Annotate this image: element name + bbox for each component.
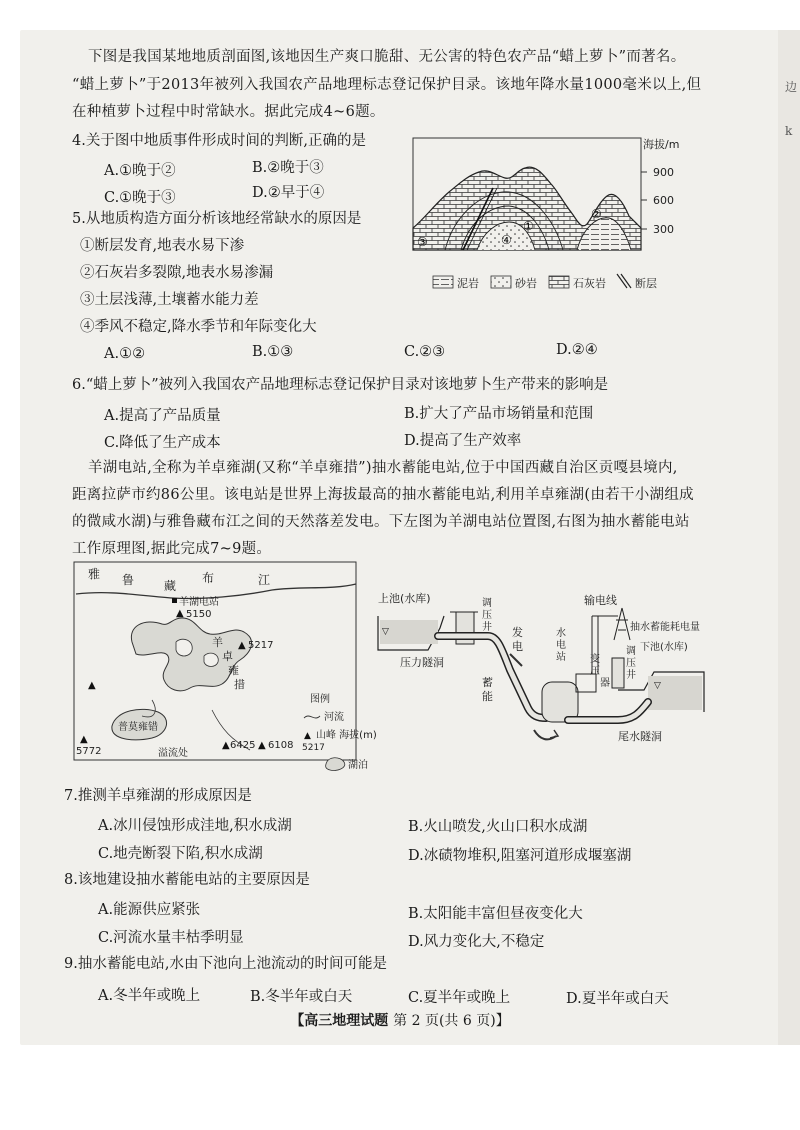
peak-label: 5150 [186,609,212,620]
store-label: 能 [482,690,493,703]
transformer-label: 变 [590,654,600,665]
south-lake-label: 普莫雍错 [118,722,158,733]
profile-tick: 300 [653,223,674,236]
q7-option-b[interactable]: B.火山喷发,火山口积水成湖 [408,819,588,835]
down-surge-label: 调 [626,646,636,657]
q5-option-c[interactable]: C.②③ [404,344,446,360]
lower-pool-label: 下池(水库) [640,642,688,653]
geologic-profile-figure [405,132,725,296]
transformer-label: 器 [600,678,610,689]
q8-option-b[interactable]: B.太阳能丰富但昼夜变化大 [408,906,583,922]
peak-label: 5217 [248,640,274,651]
q9-option-a[interactable]: A.冬半年或晚上 [98,988,201,1004]
legend-fault: 断层 [635,277,657,290]
transformer-label: 压 [590,666,600,677]
q5-item: ③土层浅薄,土壤蓄水能力差 [80,292,259,308]
surge-label: 压 [482,610,492,621]
q6-option-a[interactable]: A.提高了产品质量 [104,408,221,424]
profile-axis-title: 海拔/m [643,138,680,151]
svg-text:▽: ▽ [382,627,389,637]
consume-label: 抽水蓄能耗电量 [630,622,700,633]
station-label: 羊湖电站 [179,597,219,608]
q5-item: ①断层发育,地表水易下渗 [80,238,245,254]
svg-text:▲: ▲ [176,608,184,619]
q5-item: ④季风不稳定,降水季节和年际变化大 [80,319,317,335]
q4-option-c[interactable]: C.①晚于③ [104,190,176,206]
map-legend-lake-label: 湖泊 [348,760,368,771]
edge-mark: 边 [785,80,798,94]
q9-option-b[interactable]: B.冬半年或白天 [250,989,353,1005]
q7-stem: 7.推测羊卓雍湖的形成原因是 [64,788,252,804]
station-marker [172,598,177,603]
svg-text:▲: ▲ [304,731,311,741]
peak-label: 6425 [230,740,256,751]
legend-mudstone: 泥岩 [457,277,479,290]
q9-stem: 9.抽水蓄能电站,水由下池向上池流动的时间可能是 [64,956,387,972]
down-surge-label: 井 [626,670,636,681]
map-legend-peak-value: 5217 [302,743,325,753]
q5-option-a[interactable]: A.①② [104,346,146,362]
edge-mark: k [785,124,793,138]
q5-item: ②石灰岩多裂隙,地表水易渗漏 [80,265,274,281]
q9-option-c[interactable]: C.夏半年或晚上 [408,990,511,1006]
lake-label: 羊 [212,636,223,649]
river-label: 藏 [164,579,177,593]
river-label: 江 [258,573,271,587]
map-legend-title: 图例 [310,694,330,705]
q8-option-d[interactable]: D.风力变化大,不稳定 [408,934,545,950]
intro2-line: 距离拉萨市约86公里。该电站是世界上海拔最高的抽水蓄能电站,利用羊卓雍湖(由若干小湖组成 [72,487,694,503]
station-label-char: 电 [556,640,566,651]
down-surge-label: 压 [626,658,636,669]
surge-label: 调 [482,598,492,609]
river-label: 鲁 [122,573,135,587]
profile-marker-4: ④ [501,233,512,247]
q8-option-c[interactable]: C.河流水量丰枯季明显 [98,930,244,946]
generate-label: 电 [512,640,523,653]
legend-limestone-swatch [549,276,569,288]
profile-marker-3: ③ [417,235,428,249]
lake-label: 卓 [222,650,233,663]
map-legend-river: 河流 [324,712,344,723]
intro1-line: 下图是我国某地地质剖面图,该地因生产爽口脆甜、无公害的特色农产品“蜡上萝卜”而著名。 [88,49,686,65]
q6-option-c[interactable]: C.降低了生产成本 [104,435,221,451]
upper-pool-label: 上池(水库) [378,592,431,605]
intro2-line: 羊湖电站,全称为羊卓雍湖(又称“羊卓雍措”)抽水蓄能电站,位于中国西藏自治区贡嘎县境内, [88,460,678,476]
profile-tick: 600 [653,194,674,207]
intro1-line: “蜡上萝卜”于2013年被列入我国农产品地理标志登记保护目录。该地年降水量1000毫米以上,但 [72,77,702,93]
q8-option-a[interactable]: A.能源供应紧张 [98,902,201,918]
svg-text:▲: ▲ [258,740,266,751]
lake-label: 雍 [228,664,239,677]
q4-option-b[interactable]: B.②晚于③ [252,160,324,176]
q6-stem: 6.“蜡上萝卜”被列入我国农产品地理标志登记保护目录对该地萝卜生产带来的影响是 [72,377,609,393]
svg-text:▽: ▽ [654,681,661,691]
river-label: 雅 [88,567,101,581]
outflow-label: 溢流处 [158,748,188,759]
peak-label: 6108 [268,740,294,751]
legend-sandstone: 砂岩 [515,277,537,290]
intro2-line: 工作原理图,据此完成7~9题。 [72,541,272,557]
yamdrok-location-map [72,560,377,775]
peak-label: 5772 [76,746,102,757]
tail-tunnel-label: 尾水隧洞 [618,730,662,743]
generate-label: 发 [512,626,523,639]
svg-text:▲: ▲ [88,680,96,691]
next-page-edge [778,30,800,1045]
store-label: 蓄 [482,676,493,689]
legend-sandstone-swatch [491,276,511,288]
surge-label: 井 [482,622,492,633]
legend-mudstone-swatch [433,276,453,288]
q4-stem: 4.关于图中地质事件形成时间的判断,正确的是 [72,133,366,149]
map-legend-peak: 山峰 海拔(m) [316,730,377,741]
profile-marker-2: ② [591,207,602,221]
intro2-line: 的微咸水湖)与雅鲁藏布江之间的天然落差发电。下左图为羊湖电站位置图,右图为抽水蓄能电站 [72,514,690,530]
svg-text:▲: ▲ [222,740,230,751]
footer-page: 第 2 页(共 6 页)】 [393,1013,510,1029]
q7-option-a[interactable]: A.冰川侵蚀形成洼地,积水成湖 [98,818,292,834]
q8-stem: 8.该地建设抽水蓄能电站的主要原因是 [64,872,310,888]
q6-option-b[interactable]: B.扩大了产品市场销量和范围 [404,406,594,422]
page-footer [0,1010,800,1030]
pressure-tunnel-label: 压力隧洞 [400,656,444,669]
lake-label: 措 [234,678,245,691]
svg-text:▲: ▲ [238,640,246,651]
power-line-label: 输电线 [584,594,617,607]
intro1-line: 在种植萝卜过程中时常缺水。据此完成4~6题。 [72,104,385,120]
station-label-char: 站 [556,652,566,663]
q5-option-d[interactable]: D.②④ [556,342,598,358]
q9-option-d[interactable]: D.夏半年或白天 [566,991,669,1007]
map-legend-lake [322,752,382,776]
river-label: 布 [202,571,215,585]
legend-fault-icon [617,274,631,288]
svg-text:▲: ▲ [80,734,88,745]
transmission-tower-icon [614,608,630,640]
q4-option-a[interactable]: A.①晚于② [104,163,176,179]
q7-option-c[interactable]: C.地壳断裂下陷,积水成湖 [98,846,263,862]
q6-option-d[interactable]: D.提高了生产效率 [404,433,522,449]
q7-option-d[interactable]: D.冰碛物堆积,阻塞河道形成堰塞湖 [408,848,632,864]
q5-option-b[interactable]: B.①③ [252,344,294,360]
legend-limestone: 石灰岩 [573,277,606,290]
footer-title: 【高三地理试题 [290,1013,389,1029]
q5-stem: 5.从地质构造方面分析该地经常缺水的原因是 [72,211,362,227]
q4-option-d[interactable]: D.②早于④ [252,185,325,201]
profile-tick: 900 [653,166,674,179]
profile-marker-1: ① [523,219,534,233]
station-label-char: 水 [556,628,566,639]
pumped-storage-diagram [378,590,708,765]
